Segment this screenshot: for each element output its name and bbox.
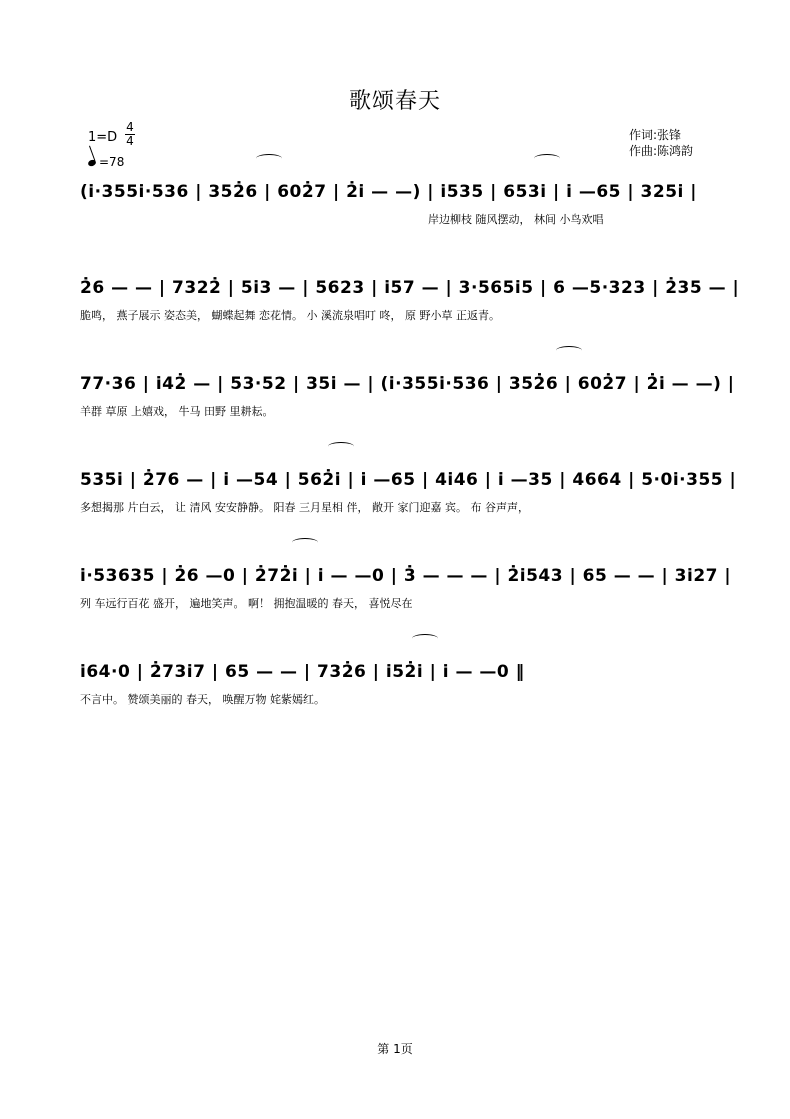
quarter-note-icon [87, 159, 97, 167]
slur [556, 346, 582, 355]
slur [256, 154, 282, 163]
notation-line: 535i̇ | 2̇76 — | i̇ —54 | 562̇i̇ | i̇ —65 | 4i̇46 | i̇ —35 | 4664 | 5·0i̇·355 | [80, 470, 737, 490]
notation-line: 77·36 | i̇42̇ — | 53·52 | 35i̇ — | (i̇·355i̇·536 | 352̇6 | 602̇7 | 2̇i̇ — —) | [80, 374, 735, 394]
time-signature [124, 121, 136, 148]
tempo-value: =78 [99, 155, 125, 169]
tempo-marking [88, 155, 124, 169]
notation-line: (i̇·355i̇·536 | 352̇6 | 602̇7 | 2̇i̇ — —) | i̇535 | 653i̇ | i̇ —65 | 325i̇ | [80, 182, 697, 202]
score-row-6 [80, 658, 730, 718]
lyrics-line: 多想揭那 片白云， 让 清风 安安静静。 阳春 三月星相 伴， 敞开 家门迎嘉 宾。 布 谷声声， [80, 501, 529, 514]
lyrics-line: 列 车远行百花 盛开， 遍地笑声。 啊！ 拥抱温暖的 春天， 喜悦尽在 [80, 597, 413, 610]
credits [629, 127, 693, 159]
score-row-1 [80, 178, 730, 238]
score-row-5 [80, 562, 730, 622]
lyrics-line: 不言中。 赞颂美丽的 春天， 唤醒万物 姹紫嫣红。 [80, 693, 325, 706]
key-signature: 1=D [88, 130, 118, 145]
song-title: 歌颂春天 [348, 89, 441, 114]
score-row-4 [80, 466, 737, 526]
notation-line: i̇·53635 | 2̇6 —0 | 2̇72̇i̇ | i̇ — —0 | 3̇ — — — | 2̇i̇543 | 65 — — | 3i̇27 | [80, 566, 732, 586]
page-number: 第 1页 [377, 1042, 413, 1056]
lyrics-line: 岸边柳枝 随风摆动， 林间 小鸟欢唱 [428, 213, 604, 226]
time-signature-top: 4 [126, 120, 134, 134]
notation-line: 2̇6 — — | 7322̇ | 5i̇3 — | 5623 | i̇57 — | 3·565i̇5 | 6 —5·323 | 2̇35 — | [80, 278, 740, 298]
slur [534, 154, 560, 163]
time-signature-bottom: 4 [126, 134, 134, 148]
slur [328, 442, 354, 451]
slur [292, 538, 318, 547]
notation-line: i̇64·0 | 2̇73i̇7 | 65 — — | 732̇6 | i̇52̇i̇ | i̇ — —0 ‖ [80, 662, 525, 682]
score-row-2 [80, 274, 740, 334]
lyrics-line: 羊群 草原 上嬉戏， 牛马 田野 里耕耘。 [80, 405, 274, 418]
composer: 作曲:陈鸿韵 [629, 144, 694, 158]
score-row-3 [80, 370, 735, 430]
lyricist: 作词:张锋 [629, 128, 682, 142]
slur [412, 634, 438, 643]
lyrics-line: 脆鸣， 燕子展示 姿态美， 蝴蝶起舞 恋花情。 小 溪流泉唱叮 咚， 原 野小草 正返青。 [80, 309, 500, 322]
